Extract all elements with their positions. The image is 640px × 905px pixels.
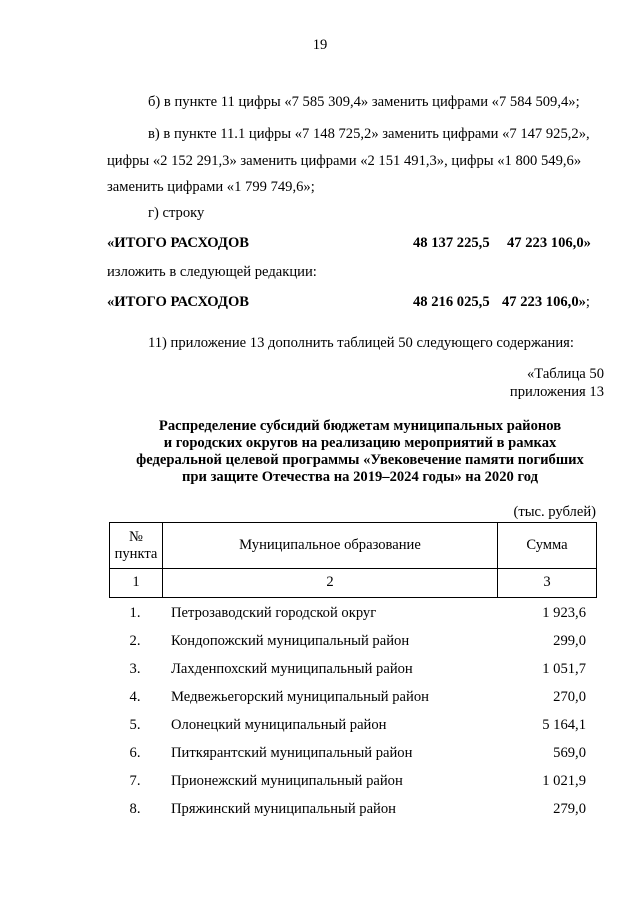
- table-title-line-4: при защите Отечества на 2019–2024 годы» на 2020 год: [181, 469, 538, 485]
- old-total-label: «ИТОГО РАСХОДОВ: [107, 235, 250, 251]
- new-total-tail: ;: [585, 294, 590, 310]
- header-num-line-2: пункта: [114, 545, 158, 562]
- table-row: [0, 717, 640, 737]
- row-municipality: Медвежьегорский муниципальный район: [171, 689, 429, 705]
- row-number: 8.: [129, 801, 141, 817]
- table-caption-line-2: приложения 13: [509, 384, 604, 400]
- row-number: 3.: [129, 661, 141, 677]
- page-number: 19: [312, 37, 328, 53]
- table-row: [0, 801, 640, 821]
- table-header: [109, 522, 597, 598]
- table-row: [0, 605, 640, 625]
- row-sum: 279,0: [553, 801, 586, 817]
- row-municipality: Кондопожский муниципальный район: [171, 633, 410, 649]
- new-total-label: «ИТОГО РАСХОДОВ: [107, 294, 250, 310]
- table-caption-line-1: «Таблица 50: [526, 366, 604, 382]
- header-municipality-cell: Муниципальное образование: [163, 523, 498, 569]
- row-sum: 5 164,1: [542, 717, 586, 733]
- column-number-1: 1: [110, 569, 163, 598]
- new-total-value-2-text: 47 223 106,0»: [502, 294, 586, 310]
- table-title-line-2: и городских округов на реализацию мероприятий в рамках: [163, 435, 557, 451]
- item-v-line-2: цифры «2 152 291,3» заменить цифрами «2 151 491,3», цифры «1 800 549,6»: [107, 153, 582, 169]
- item-b: б) в пункте 11 цифры «7 585 309,4» заменить цифрами «7 584 509,4»;: [148, 94, 580, 110]
- table-title-line-1: Распределение субсидий бюджетам муниципальных районов: [158, 418, 562, 434]
- row-municipality: Прионежский муниципальный район: [171, 773, 403, 789]
- table-row: [0, 661, 640, 681]
- table-title: [100, 418, 620, 486]
- row-municipality: Питкярантский муниципальный район: [171, 745, 413, 761]
- row-number: 7.: [129, 773, 141, 789]
- header-num-cell: [110, 523, 163, 569]
- header-num-line-1: №: [129, 528, 143, 545]
- row-sum: 569,0: [553, 745, 586, 761]
- row-sum: 1 923,6: [542, 605, 586, 621]
- new-total-value-1: 48 216 025,5: [413, 294, 490, 310]
- old-total-value-1: 48 137 225,5: [413, 235, 490, 251]
- column-numbers-row: [110, 569, 597, 598]
- row-number: 4.: [129, 689, 141, 705]
- units-label: (тыс. рублей): [513, 504, 596, 520]
- row-number: 1.: [129, 605, 141, 621]
- row-municipality: Пряжинский муниципальный район: [171, 801, 396, 817]
- column-number-2: 2: [163, 569, 498, 598]
- item-11: 11) приложение 13 дополнить таблицей 50 следующего содержания:: [148, 335, 574, 351]
- table-row: [0, 689, 640, 709]
- table-row: [0, 633, 640, 653]
- row-sum: 299,0: [553, 633, 586, 649]
- item-g: г) строку: [148, 205, 205, 221]
- new-total-value-2: [502, 294, 590, 312]
- row-municipality: Петрозаводский городской округ: [171, 605, 377, 621]
- row-number: 2.: [129, 633, 141, 649]
- item-v-line-1: в) в пункте 11.1 цифры «7 148 725,2» заменить цифрами «7 147 925,2»,: [148, 126, 590, 142]
- row-number: 5.: [129, 717, 141, 733]
- header-row: [110, 523, 597, 569]
- row-sum: 270,0: [553, 689, 586, 705]
- row-sum: 1 051,7: [542, 661, 586, 677]
- row-sum: 1 021,9: [542, 773, 586, 789]
- table-title-line-3: федеральной целевой программы «Увековечение памяти погибших: [136, 452, 584, 468]
- restate-line: изложить в следующей редакции:: [107, 264, 317, 280]
- column-number-3: 3: [498, 569, 597, 598]
- old-total-value-2: 47 223 106,0»: [507, 235, 591, 251]
- row-municipality: Олонецкий муниципальный район: [171, 717, 387, 733]
- row-number: 6.: [129, 745, 141, 761]
- item-v-line-3: заменить цифрами «1 799 749,6»;: [107, 179, 315, 195]
- table-row: [0, 773, 640, 793]
- row-municipality: Лахденпохский муниципальный район: [171, 661, 413, 677]
- table-row: [0, 745, 640, 765]
- header-sum-cell: Сумма: [498, 523, 597, 569]
